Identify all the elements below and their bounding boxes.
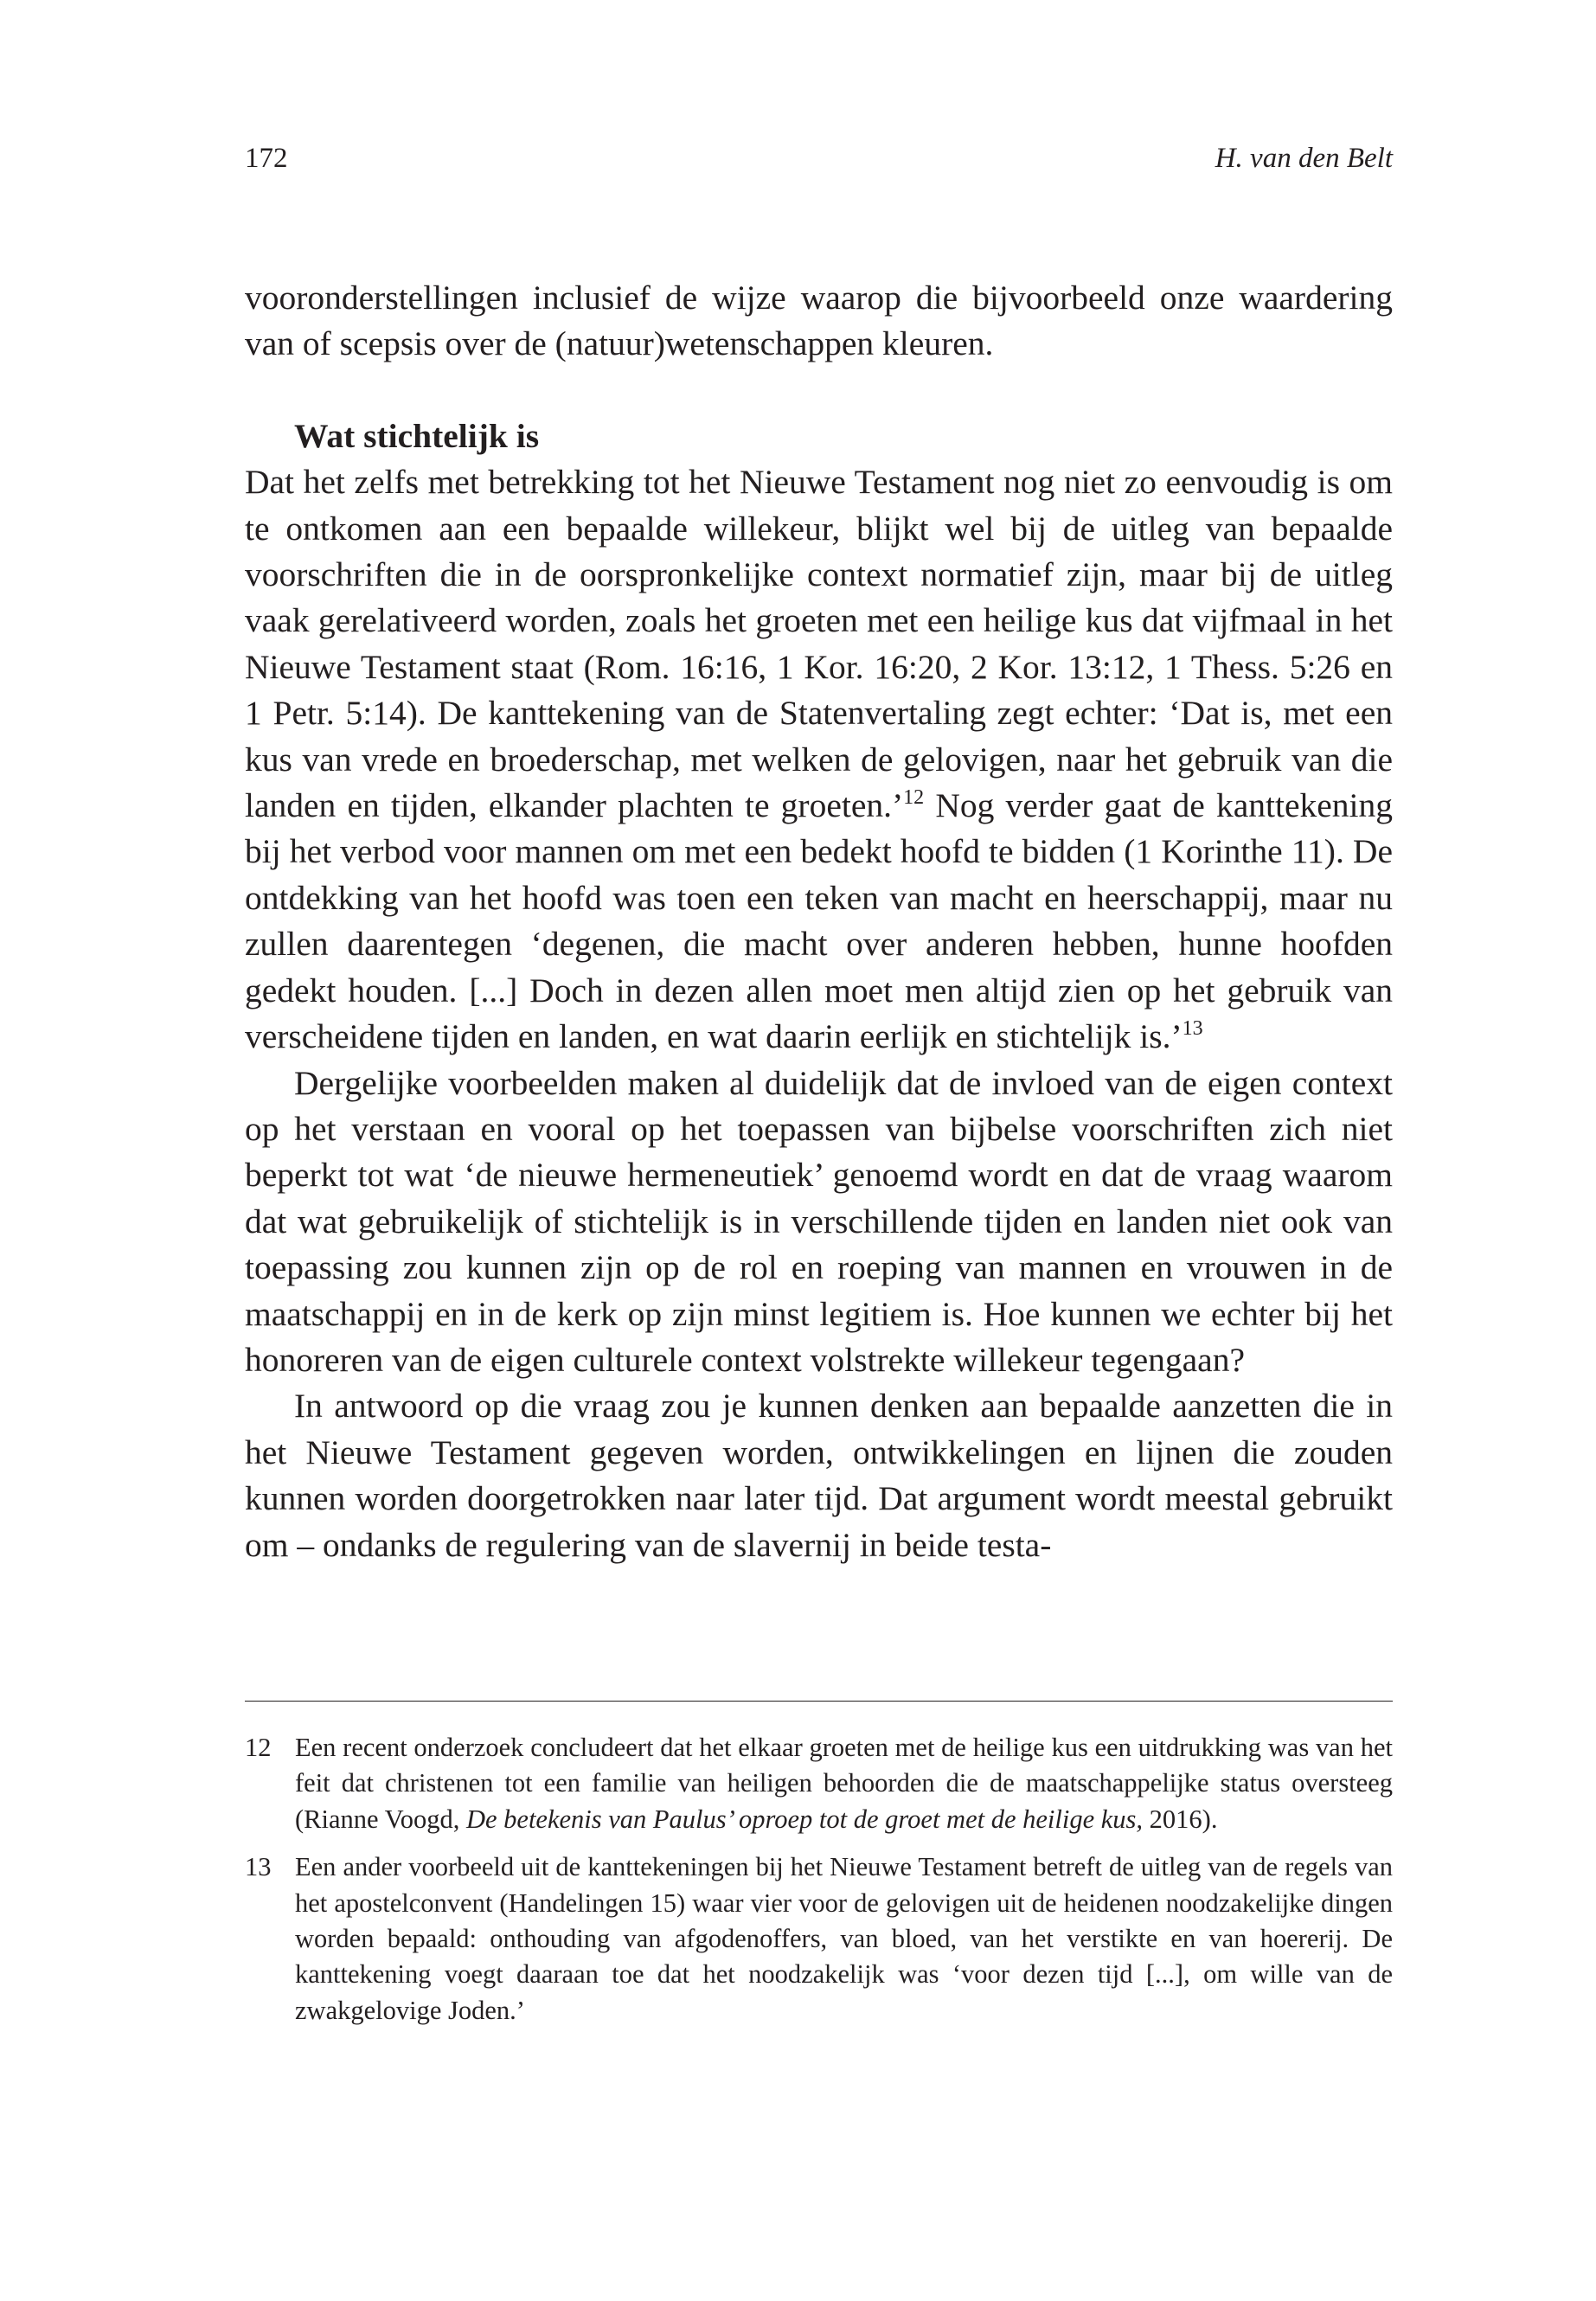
- main-text: [245, 275, 1393, 1568]
- running-header: [245, 137, 1393, 180]
- paragraph-text: Nog verder gaat de kanttekening bij het verbod voor mannen om met een bedekt hoofd te bidden (1 Korinthe 11). De ontdekking van het hoofd was toen een teken van macht en heerschappij, maar nu zullen daarentegen ‘degenen, die macht over anderen hebben, hunne hoofden gedekt houden. [...] Doch in dezen allen moet men altijd zien op het gebruik van verscheidene tijden en landen, en wat daarin eerlijk en stichtelijk is.’: [245, 786, 1393, 1056]
- footnote-number: 12: [245, 1733, 272, 1762]
- paragraph: In antwoord op die vraag zou je kunnen denken aan bepaalde aanzetten die in het Nieuwe Testament gegeven worden, ontwikkelingen en lijnen die zouden kunnen worden doorgetrokken naar later tijd. Dat argument wordt meestal gebruikt om – ondanks de regulering van de slavernij in beide testa-: [245, 1387, 1393, 1564]
- running-header-author: H. van den Belt: [1215, 143, 1393, 174]
- paragraph: Dergelijke voorbeelden maken al duidelijk dat de invloed van de eigen context op het verstaan en vooral op het toepassen van bijbelse voorschriften zich niet beperkt tot wat ‘de nieuwe hermeneutiek’ genoemd wordt en dat de vraag waarom dat wat gebruikelijk of stichtelijk is in verschillende tijden en landen niet ook van toepassing zou kunnen zijn op de rol en roeping van mannen en vrouwen in de maatschappij en in de kerk op zijn minst legitiem is. Hoe kunnen we echter bij het honoreren van de eigen culturele context volstrekte willekeur tegengaan?: [245, 1063, 1393, 1379]
- footnote-reference: 13: [1182, 1017, 1203, 1041]
- footnotes: [245, 1730, 1393, 2041]
- paragraph-text: Dat het zelfs met betrekking tot het Nieuwe Testament nog niet zo eenvoudig is om te ontkomen aan een bepaalde willekeur, blijkt wel bij de uitleg van bepaalde voorschriften die in de oorspronkelijke context normatief zijn, maar bij de uitleg vaak gerelativeerd worden, zoals het groeten met een heilige kus dat vijfmaal in het Nieuwe Testament staat (Rom. 16:16, 1 Kor. 16:20, 2 Kor. 13:12, 1 Thess. 5:26 en 1 Petr. 5:14). De kanttekening van de Statenvertaling zegt echter: ‘Dat is, met een kus van vrede en broederschap, met welken de gelovigen, naar het gebruik van die landen en tijden, elkander plachten te groeten.’: [245, 463, 1393, 825]
- footnote-text: Een recent onderzoek concludeert dat het elkaar groeten met de heilige kus een uitdrukking was van het feit dat christenen tot een familie van heiligen behoorden die de maatschappelijke status oversteeg (Rianne Voogd,: [295, 1733, 1393, 1834]
- footnote: [245, 1730, 1393, 1837]
- footnote-reference: 12: [903, 786, 925, 810]
- footnote-text: Een ander voorbeeld uit de kanttekeningen bij het Nieuwe Testament betreft de uitleg van de regels van het apostelconvent (Handelingen 15) waar vier voor de gelovigen uit de heidenen noodzakelijke dingen worden bepaald: onthouding van afgodenoffers, van bloed, van het verstikte en van hoererij. De kanttekening voegt daaraan toe dat het noodzakelijk was ‘voor dezen tijd [...], om wille van de zwakgelovige Joden.’: [295, 1852, 1393, 2025]
- footnote-citation-title: De betekenis van Paulus’ oproep tot de groet met de heilige kus,: [465, 1804, 1144, 1834]
- footnote-text: 2016).: [1143, 1804, 1218, 1834]
- paragraph: [245, 459, 1393, 1060]
- page-number: 172: [245, 143, 288, 174]
- footnote: [245, 1849, 1393, 2029]
- footnote-separator: [245, 1701, 1393, 1702]
- section-heading: Wat stichtelijk is: [294, 416, 540, 455]
- footnote-number: 13: [245, 1852, 272, 1882]
- paragraph-continued: vooronderstellingen inclusief de wijze waarop die bijvoorbeeld onze waardering van of scepsis over de (natuur)wetenschappen kleuren.: [245, 279, 1393, 363]
